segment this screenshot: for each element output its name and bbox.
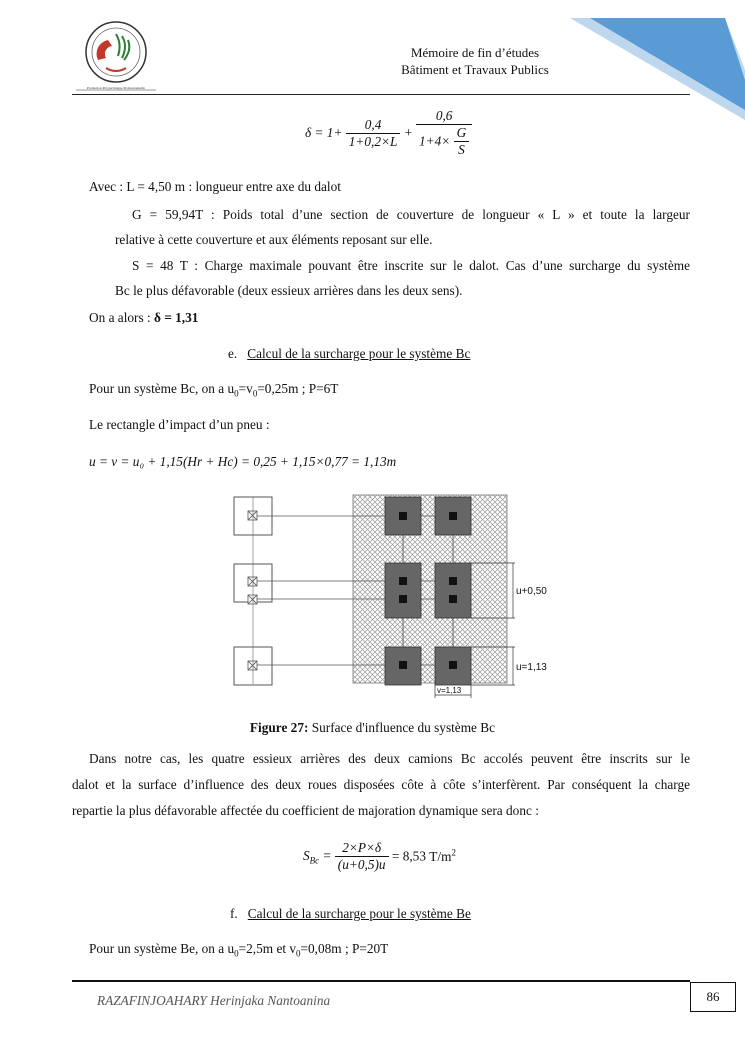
section-e-heading: e. Calcul de la surcharge pour le système Bc — [228, 346, 471, 361]
influence-zone — [353, 495, 507, 683]
header-corner-decoration — [570, 0, 745, 120]
bc-influence-figure — [230, 492, 560, 702]
s-definition-line2: Bc le plus défavorable (deux essieux arrières dans les deux sens). — [115, 283, 463, 298]
section-e-line1: Pour un système Bc, on a $u_0=v_0=0,25m$ ; P=6T — [89, 381, 339, 399]
conclusion-line1: Dans notre cas, les quatre essieux arrières des deux camions Bc accolés peuvent être inscrits sur le — [89, 751, 690, 766]
formula-delta-frac1: $\frac{0,4}{1+0,2\times L}$ — [346, 117, 401, 150]
avec-line: Avec : L = 4,50 m : longueur entre axe du dalot — [89, 179, 341, 194]
header-line2: Bâtiment et Travaux Publics — [401, 62, 549, 77]
formula-delta-frac2: 0,6 1+4× $\frac{G}{S}$ — [416, 108, 472, 158]
logo-caption: Promotion Polytechnique Professionnelle — [86, 86, 146, 90]
label-v-113: v=1,13 — [437, 686, 462, 695]
page-number: 86 — [690, 982, 736, 1012]
footer-rule — [72, 980, 690, 982]
impact-formula: u = v = u₀ + 1,15(Hr + Hc) = 0,25 + 1,15×0,77 = 1,13m — [89, 454, 397, 469]
figure-caption: Figure 27: Surface d'influence du système Bc — [249, 720, 496, 735]
s-definition-line1: S = 48 T : Charge maximale pouvant être inscrite sur le dalot. Cas d’une surcharge du système — [132, 258, 690, 273]
header-rule — [72, 94, 690, 95]
header-line1: Mémoire de fin d’études — [410, 45, 540, 60]
rectangle-impact-line: Le rectangle d’impact d’un pneu : — [89, 417, 270, 432]
section-f-line1: Pour un système Be, on a $u_0=2,5m$ et $v_0=0,08m$ ; P=20T — [89, 941, 389, 959]
header-title — [380, 44, 570, 78]
g-definition-line1: G = 59,94T : Poids total d’une section de couverture de longueur « L » et toute la largeur — [132, 207, 690, 222]
school-logo — [76, 18, 156, 94]
conclusion-line3: repartie la plus défavorable affectée du coefficient de majoration dynamique sera donc : — [72, 803, 539, 818]
section-f-heading: f. Calcul de la surcharge pour le système Be — [230, 906, 471, 921]
label-u-plus-050: u+0,50 — [516, 586, 547, 597]
conclusion-line2: dalot et la surface d’influence des deux roues disposées côte à côte s’interfèrent. Par conséquent la charge — [72, 777, 690, 792]
formula-sbc: $S_{Bc}$ = $\frac{2\times P\times\delta}{(u+0,5)u}$ = 8,53 $T/m^2$ — [303, 840, 456, 872]
footer-author: RAZAFINJOAHARY Herinjaka Nantoanina — [97, 993, 331, 1008]
formula-delta: δ = 1+ $\frac{0,4}{1+0,2\times L}$ + 0,6 1+4× $\frac{G}{S}$ — [305, 108, 472, 158]
label-u-113: u=1,13 — [516, 662, 547, 673]
g-definition-line2: relative à cette couverture et aux éléments reposant sur elle. — [115, 232, 433, 247]
formula-delta-lhs: δ = 1+ — [305, 125, 343, 140]
delta-result: On a alors : δ = 1,31 — [89, 310, 199, 325]
